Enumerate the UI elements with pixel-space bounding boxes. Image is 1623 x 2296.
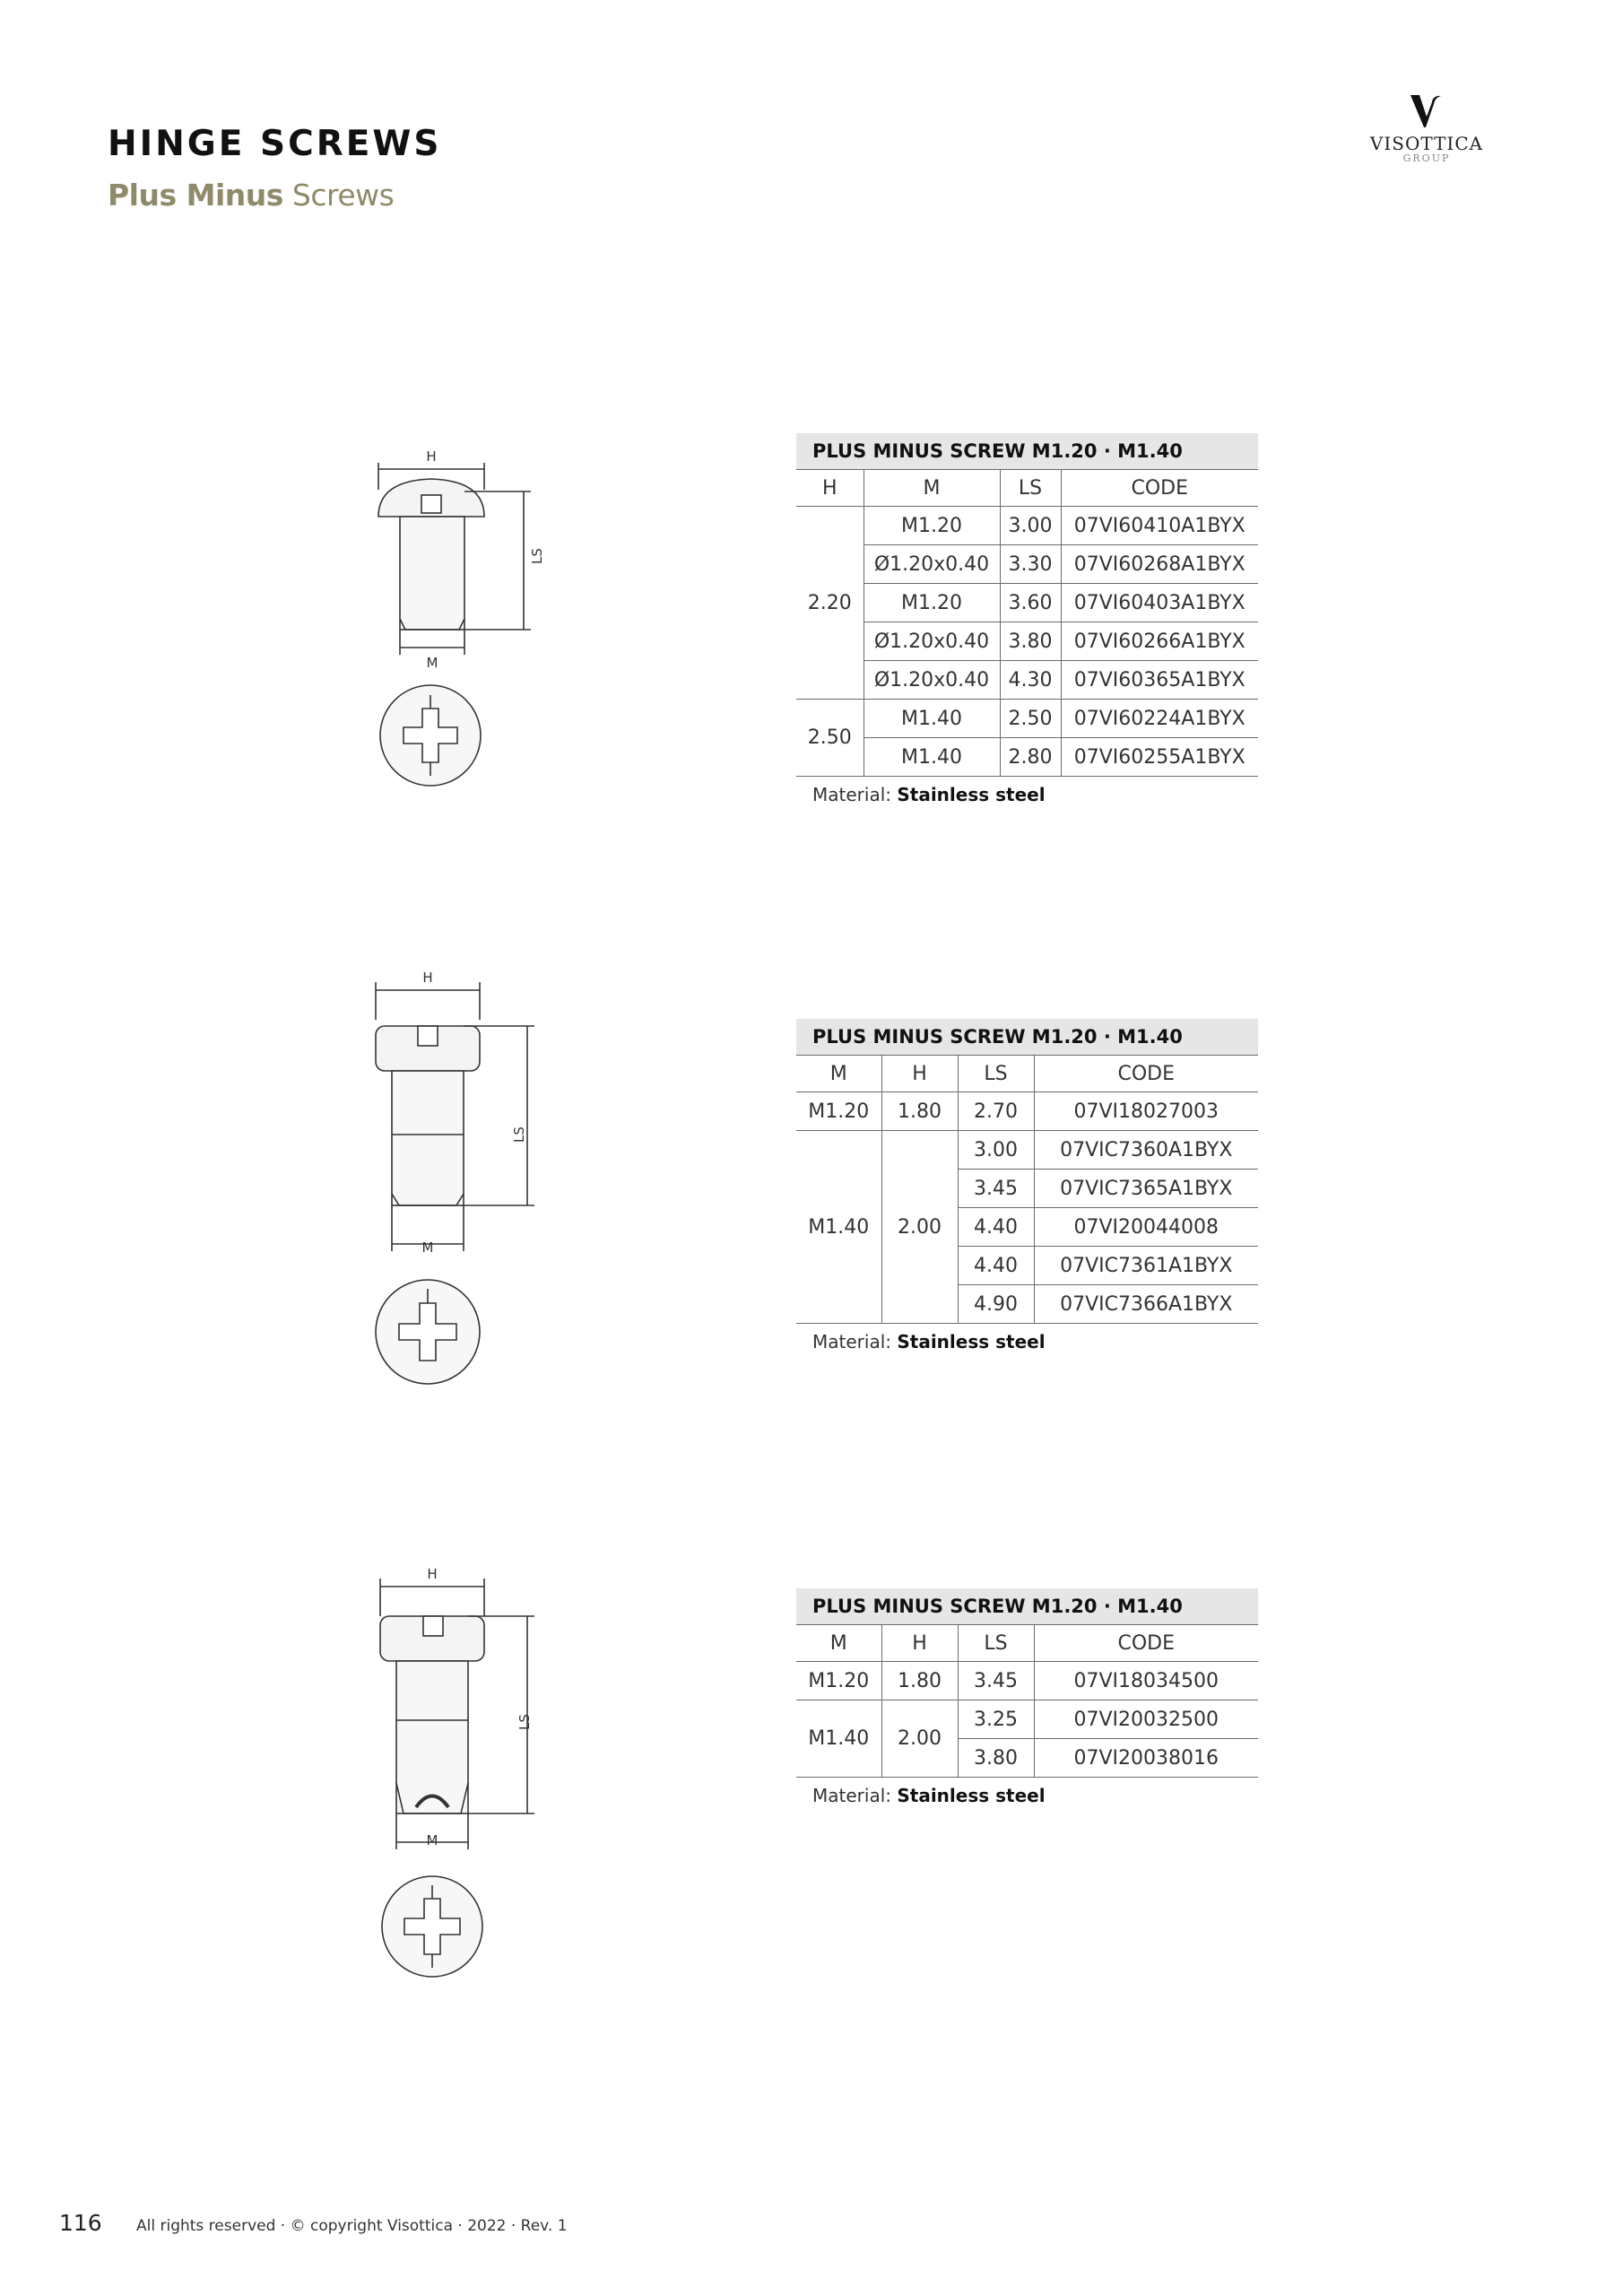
m-value: M1.20 <box>864 584 1000 622</box>
ls-value: 3.00 <box>958 1131 1034 1170</box>
table-row <box>796 661 1258 700</box>
code-value: 07VI18027003 <box>1034 1092 1258 1131</box>
ls-value: 4.90 <box>958 1285 1034 1324</box>
table-row <box>796 545 1258 584</box>
table-row <box>796 1662 1258 1700</box>
h-value: 2.20 <box>796 507 864 700</box>
visottica-logo <box>1361 93 1492 164</box>
code-value: 07VI60255A1BYX <box>1061 738 1258 777</box>
ls-value: 4.40 <box>958 1247 1034 1285</box>
col-header-code: CODE <box>1034 1625 1258 1662</box>
code-value: 07VI60266A1BYX <box>1061 622 1258 661</box>
ls-value: 3.80 <box>1000 622 1061 661</box>
m-dimension-label: M <box>421 1239 434 1256</box>
ls-dimension-label: LS <box>516 1714 533 1730</box>
h-value: 1.80 <box>881 1662 958 1700</box>
m-value: Ø1.20x0.40 <box>864 545 1000 584</box>
table-row <box>796 1092 1258 1131</box>
m-value: M1.20 <box>796 1092 881 1131</box>
col-header-ls: LS <box>958 1625 1034 1662</box>
m-dimension-label: M <box>426 655 438 671</box>
spec-table-3 <box>796 1588 1258 1806</box>
ls-dimension-label: LS <box>511 1126 527 1143</box>
h-value: 2.50 <box>796 700 864 777</box>
material-note <box>796 1785 1258 1806</box>
table-row <box>796 738 1258 777</box>
code-value: 07VI60403A1BYX <box>1061 584 1258 622</box>
screw-drawing-2 <box>359 964 556 1395</box>
copyright-notice: All rights reserved · © copyright Visottica · 2022 · Rev. 1 <box>136 2217 568 2235</box>
screw-drawing-3 <box>359 1561 556 1991</box>
h-value: 2.00 <box>881 1700 958 1778</box>
code-value: 07VI60365A1BYX <box>1061 661 1258 700</box>
ls-value: 3.45 <box>958 1662 1034 1700</box>
spec-table-1 <box>796 433 1258 805</box>
code-value: 07VI60224A1BYX <box>1061 700 1258 738</box>
m-value: Ø1.20x0.40 <box>864 661 1000 700</box>
code-value: 07VIC7365A1BYX <box>1034 1170 1258 1208</box>
col-header-ls: LS <box>1000 470 1061 507</box>
ls-value: 3.60 <box>1000 584 1061 622</box>
material-label: Material: <box>812 784 891 805</box>
ls-value: 3.00 <box>1000 507 1061 545</box>
m-value: M1.40 <box>796 1700 881 1778</box>
m-value: M1.20 <box>864 507 1000 545</box>
table-title: PLUS MINUS SCREW M1.20 · M1.40 <box>796 1588 1258 1625</box>
ls-value: 3.45 <box>958 1170 1034 1208</box>
h-dimension-label: H <box>426 448 437 465</box>
table-row <box>796 1700 1258 1739</box>
material-value: Stainless steel <box>897 784 1046 805</box>
m-value: M1.40 <box>796 1131 881 1324</box>
code-value: 07VIC7361A1BYX <box>1034 1247 1258 1285</box>
table-row <box>796 622 1258 661</box>
m-value: M1.40 <box>864 700 1000 738</box>
m-value: M1.20 <box>796 1662 881 1700</box>
ls-value: 3.30 <box>1000 545 1061 584</box>
material-note <box>796 1331 1258 1352</box>
h-value: 2.00 <box>881 1131 958 1324</box>
col-header-m: M <box>796 1625 881 1662</box>
col-header-code: CODE <box>1034 1056 1258 1092</box>
table-row <box>796 584 1258 622</box>
table-row <box>796 507 1258 545</box>
code-value: 07VI20032500 <box>1034 1700 1258 1739</box>
visottica-v-icon <box>1407 93 1446 129</box>
code-value: 07VIC7366A1BYX <box>1034 1285 1258 1324</box>
table-title: PLUS MINUS SCREW M1.20 · M1.40 <box>796 433 1258 470</box>
col-header-m: M <box>796 1056 881 1092</box>
material-label: Material: <box>812 1331 891 1352</box>
ls-value: 2.50 <box>1000 700 1061 738</box>
table-title: PLUS MINUS SCREW M1.20 · M1.40 <box>796 1019 1258 1056</box>
table-row <box>796 700 1258 738</box>
ls-value: 2.80 <box>1000 738 1061 777</box>
screw-drawing-1 <box>359 439 556 798</box>
code-value: 07VI60410A1BYX <box>1061 507 1258 545</box>
code-value: 07VI20038016 <box>1034 1739 1258 1778</box>
ls-value: 3.80 <box>958 1739 1034 1778</box>
ls-value: 3.25 <box>958 1700 1034 1739</box>
page-subtitle <box>108 178 394 213</box>
material-value: Stainless steel <box>897 1785 1046 1806</box>
ls-value: 4.40 <box>958 1208 1034 1247</box>
m-value: M1.40 <box>864 738 1000 777</box>
subtitle-bold: Plus Minus <box>108 178 283 213</box>
col-header-code: CODE <box>1061 470 1258 507</box>
spec-table-2 <box>796 1019 1258 1352</box>
material-note <box>796 784 1258 805</box>
ls-dimension-label: LS <box>529 548 545 564</box>
h-dimension-label: H <box>427 1566 438 1582</box>
code-value: 07VI18034500 <box>1034 1662 1258 1700</box>
code-value: 07VI20044008 <box>1034 1208 1258 1247</box>
table-row <box>796 1131 1258 1170</box>
col-header-h: H <box>881 1056 958 1092</box>
page-title: HINGE SCREWS <box>108 124 442 164</box>
code-value: 07VIC7360A1BYX <box>1034 1131 1258 1170</box>
h-dimension-label: H <box>422 970 433 986</box>
col-header-ls: LS <box>958 1056 1034 1092</box>
ls-value: 2.70 <box>958 1092 1034 1131</box>
m-dimension-label: M <box>426 1832 438 1848</box>
material-label: Material: <box>812 1785 891 1806</box>
ls-value: 4.30 <box>1000 661 1061 700</box>
logo-brand-text: VISOTTICA <box>1369 133 1484 154</box>
m-value: Ø1.20x0.40 <box>864 622 1000 661</box>
col-header-h: H <box>796 470 864 507</box>
material-value: Stainless steel <box>897 1331 1046 1352</box>
subtitle-rest: Screws <box>291 178 395 213</box>
logo-group-text: GROUP <box>1402 152 1451 164</box>
col-header-h: H <box>881 1625 958 1662</box>
page-number: 116 <box>59 2210 102 2236</box>
h-value: 1.80 <box>881 1092 958 1131</box>
col-header-m: M <box>864 470 1000 507</box>
code-value: 07VI60268A1BYX <box>1061 545 1258 584</box>
